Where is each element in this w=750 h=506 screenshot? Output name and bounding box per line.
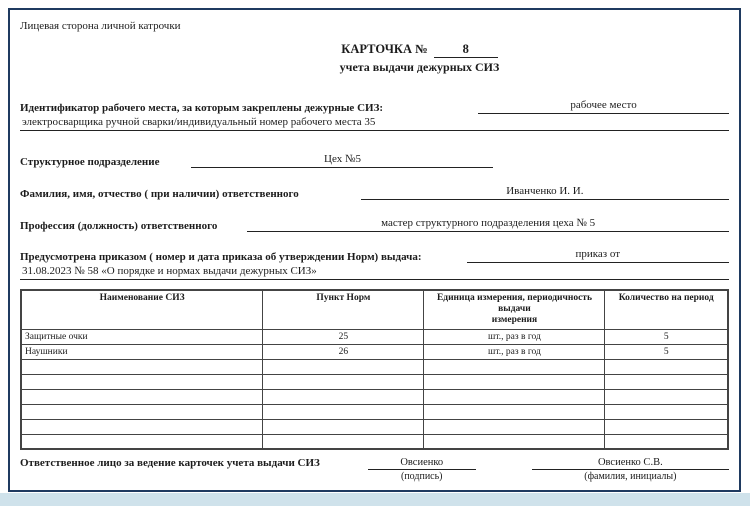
field-department [20,153,729,168]
card-page [8,8,741,492]
table-row [21,344,728,359]
cell-unit: шт., раз в год [424,344,605,359]
field-workplace-value: рабочее место [478,99,729,114]
signature-caption: (подпись) [401,471,443,483]
field-responsible-position-value: мастер структурного подразделения цеха № 5 [247,217,729,232]
table-row-empty [21,419,728,434]
table-header-unit-line3: измерения [491,314,538,325]
table-row [21,329,728,344]
field-responsible-name [20,185,729,200]
table-row-empty [21,374,728,389]
field-responsible-position-label: Профессия (должность) ответственного [20,220,218,232]
field-order-label: Предусмотрена приказом ( номер и дата приказа об утверждении Норм) выдача: [20,251,422,263]
field-workplace [20,99,729,114]
field-responsible-name-label: Фамилия, имя, отчество ( при наличии) ответственного [20,188,299,200]
signature-block [368,457,476,482]
table-row-empty [21,389,728,404]
name-value: Овсиенко С.В. [532,457,729,470]
name-caption: (фамилия, инициалы) [584,471,677,483]
card-title-label: КАРТОЧКА № [341,42,428,56]
field-workplace-label: Идентификатор рабочего места, за которым закреплены дежурные СИЗ: [20,102,384,114]
cell-siz-name: Наушники [21,344,263,359]
footer-label: Ответственное лицо за ведение карточек учета выдачи СИЗ [20,457,320,470]
cell-siz-name: Защитные очки [21,329,263,344]
field-responsible-name-value: Иванченко И. И. [361,185,729,200]
cell-norm: 25 [263,329,424,344]
field-department-label: Структурное подразделение [20,156,160,168]
card-subtitle: учета выдачи дежурных СИЗ [339,60,500,74]
corner-note: Лицевая сторона личной катрочки [20,20,181,32]
card-title [110,42,729,58]
card-title-block [20,42,729,75]
name-block [532,457,729,482]
signature-value: Овсиенко [368,457,476,470]
table-header-unit-line1: Единица измерения, периодичность [436,293,592,303]
cell-norm: 26 [263,344,424,359]
cell-quantity: 5 [605,329,728,344]
field-department-value: Цех №5 [191,153,493,168]
cell-quantity: 5 [605,344,728,359]
siz-table [20,289,729,450]
page-shadow [0,493,750,506]
field-workplace-value-line2: электросварщика ручной сварки/индивидуальный номер рабочего места 35 [20,115,729,131]
table-row-empty [21,359,728,374]
table-header-norm: Пункт Норм [263,290,424,329]
table-header-name: Наименование СИЗ [21,290,263,329]
table-row-empty [21,434,728,449]
cell-unit: шт., раз в год [424,329,605,344]
field-order-value-line2: 31.08.2023 № 58 «О порядке и нормах выдачи дежурных СИЗ» [20,264,729,280]
field-responsible-position [20,217,729,232]
footer [20,457,729,482]
table-header-quantity: Количество на период [605,290,728,329]
field-order-value: приказ от [467,248,730,263]
card-number: 8 [434,42,498,58]
field-order [20,248,729,263]
table-header-row [21,290,728,329]
table-header-unit [424,290,605,329]
table-row-empty [21,404,728,419]
table-header-unit-line2: выдачи [498,303,531,314]
